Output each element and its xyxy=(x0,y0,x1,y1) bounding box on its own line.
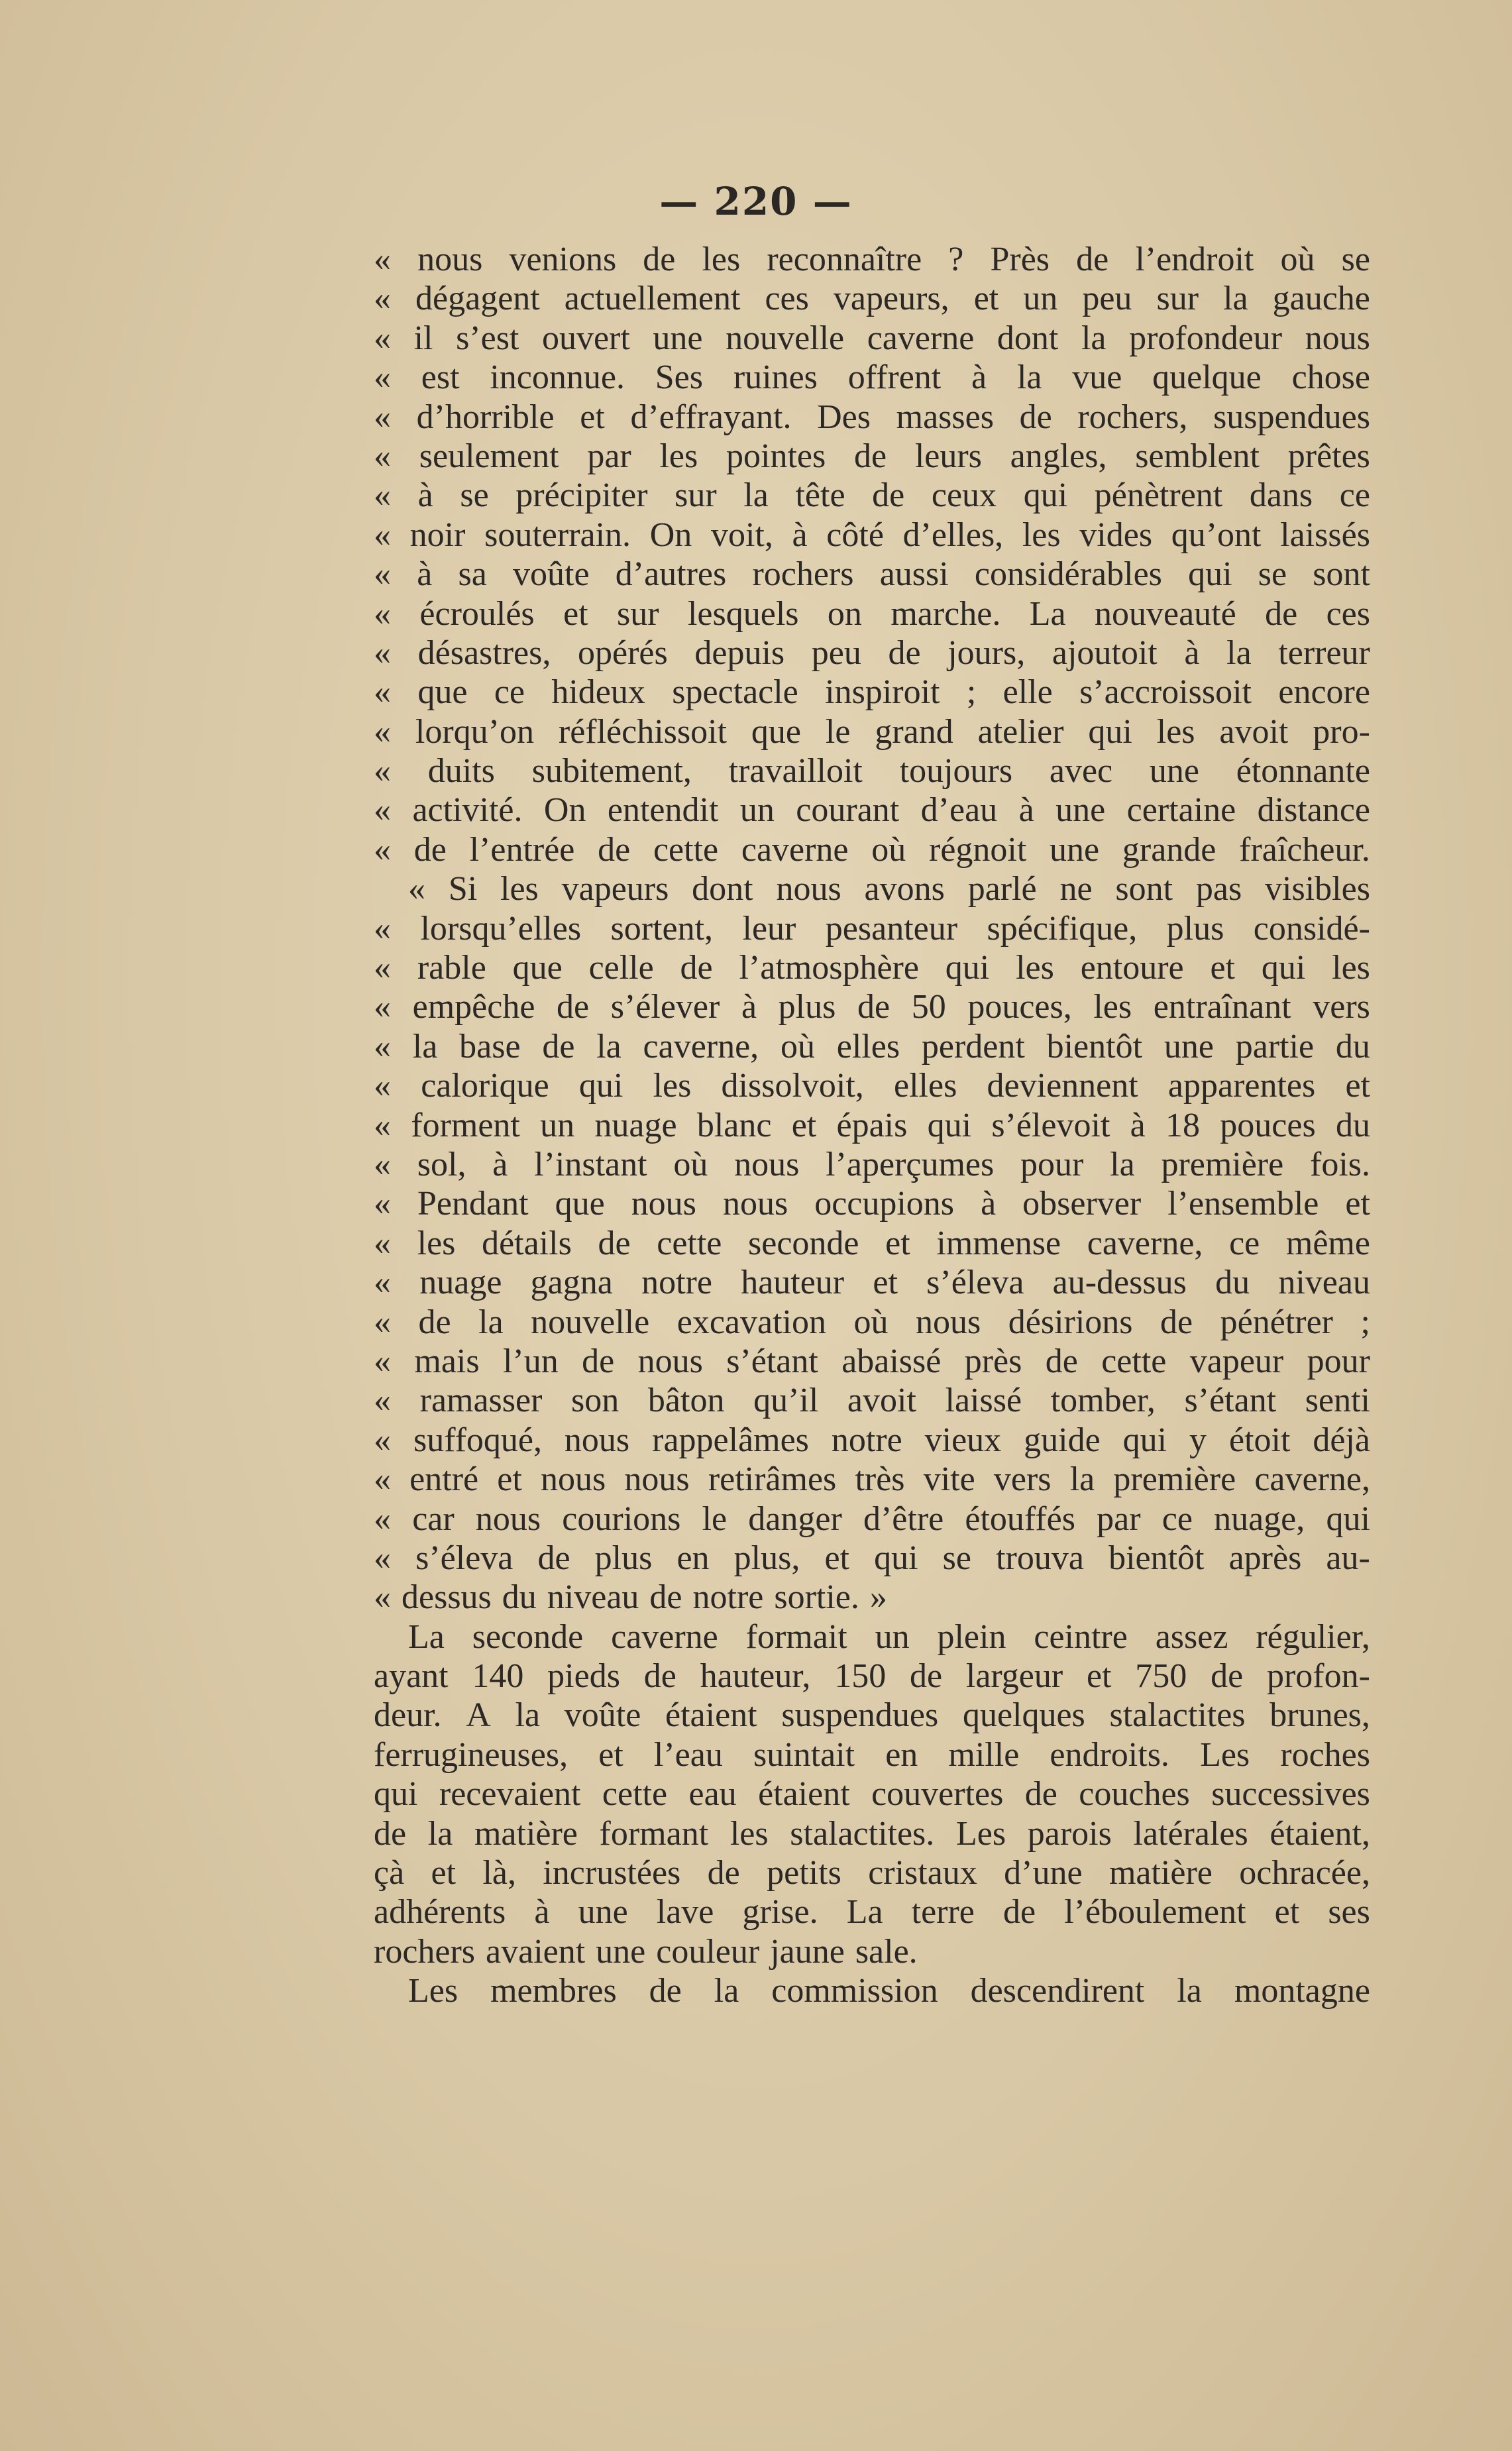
text-line: « noir souterrain. On voit, à côté d’elles, les vides qu’ont laissés xyxy=(374,516,1370,554)
text-line: « entré et nous nous retirâmes très vite vers la première caverne, xyxy=(374,1460,1370,1499)
text-line: « seulement par les pointes de leurs angles, semblent prêtes xyxy=(374,437,1370,475)
text-line: « suffoqué, nous rappelâmes notre vieux guide qui y étoit déjà xyxy=(374,1421,1370,1459)
text-line: Les membres de la commission descendirent la montagne xyxy=(408,1972,1370,2010)
text-line: « la base de la caverne, où elles perdent bientôt une partie du xyxy=(374,1027,1370,1065)
text-line: ayant 140 pieds de hauteur, 150 de largeur et 750 de profon- xyxy=(374,1657,1370,1696)
text-line: « à se précipiter sur la tête de ceux qui pénètrent dans ce xyxy=(374,476,1370,515)
text-line: La seconde caverne formait un plein ceintre assez régulier, xyxy=(408,1617,1370,1656)
text-line: « car nous courions le danger d’être étouffés par ce nuage, qui xyxy=(374,1499,1370,1538)
text-line: « empêche de s’élever à plus de 50 pouces, les entraînant vers xyxy=(374,988,1370,1026)
text-line: « dégagent actuellement ces vapeurs, et un peu sur la gauche xyxy=(374,280,1370,318)
page-number: — 220 — xyxy=(659,179,853,224)
text-line: « les détails de cette seconde et immense caverne, ce même xyxy=(374,1224,1370,1262)
text-line: « de la nouvelle excavation où nous désirions de pénétrer ; xyxy=(374,1303,1370,1341)
text-line: qui recevaient cette eau étaient couvertes de couches successives xyxy=(374,1775,1370,1814)
text-line: « nuage gagna notre hauteur et s’éleva au-dessus du niveau xyxy=(374,1264,1370,1302)
text-line: « d’horrible et d’effrayant. Des masses de rochers, suspendues xyxy=(374,398,1370,436)
text-line: çà et là, incrustées de petits cristaux d’une matière ochracée, xyxy=(374,1854,1370,1892)
text-line: « que ce hideux spectacle inspiroit ; elle s’accroissoit encore xyxy=(374,673,1370,712)
text-line: « dessus du niveau de notre sortie. » xyxy=(374,1578,887,1617)
text-line: « il s’est ouvert une nouvelle caverne dont la profondeur nous xyxy=(374,319,1370,357)
text-line: « rable que celle de l’atmosphère qui les entoure et qui les xyxy=(374,949,1370,987)
text-line: « Pendant que nous nous occupions à observer l’ensemble et xyxy=(374,1185,1370,1223)
text-line: de la matière formant les stalactites. Les parois latérales étaient, xyxy=(374,1814,1370,1853)
text-line: « est inconnue. Ses ruines offrent à la vue quelque chose xyxy=(374,358,1370,397)
text-line: adhérents à une lave grise. La terre de l’éboulement et ses xyxy=(374,1893,1370,1932)
text-line: « de l’entrée de cette caverne où régnoit une grande fraîcheur. xyxy=(374,830,1370,869)
text-line: ferrugineuses, et l’eau suintait en mille endroits. Les roches xyxy=(374,1735,1370,1774)
text-line: « ramasser son bâton qu’il avoit laissé tomber, s’étant senti xyxy=(374,1382,1370,1420)
body-text xyxy=(374,240,1370,2011)
text-line: « sol, à l’instant où nous l’aperçumes pour la première fois. xyxy=(374,1145,1370,1183)
text-line: « lorqu’on réfléchissoit que le grand atelier qui les avoit pro- xyxy=(374,712,1370,751)
text-line: « mais l’un de nous s’étant abaissé près de cette vapeur pour xyxy=(374,1342,1370,1380)
text-line: deur. A la voûte étaient suspendues quelques stalactites brunes, xyxy=(374,1696,1370,1735)
text-line: « Si les vapeurs dont nous avons parlé ne sont pas visibles xyxy=(408,870,1370,908)
text-line: « s’éleva de plus en plus, et qui se trouva bientôt après au- xyxy=(374,1539,1370,1577)
text-line: « nous venions de les reconnaître ? Près de l’endroit où se xyxy=(374,241,1370,278)
text-line: « duits subitement, travailloit toujours avec une étonnante xyxy=(374,752,1370,790)
text-line: rochers avaient une couleur jaune sale. xyxy=(374,1932,918,1971)
text-line: « forment un nuage blanc et épais qui s’élevoit à 18 pouces du xyxy=(374,1106,1370,1144)
text-line: « écroulés et sur lesquels on marche. La nouveauté de ces xyxy=(374,594,1370,633)
text-line: « lorsqu’elles sortent, leur pesanteur spécifique, plus considé- xyxy=(374,909,1370,948)
text-line: « activité. On entendit un courant d’eau à une certaine distance xyxy=(374,791,1370,830)
text-line: « désastres, opérés depuis peu de jours, ajoutoit à la terreur xyxy=(374,633,1370,672)
text-line: « à sa voûte d’autres rochers aussi considérables qui se sont xyxy=(374,555,1370,594)
text-line: « calorique qui les dissolvoit, elles deviennent apparentes et xyxy=(374,1067,1370,1105)
